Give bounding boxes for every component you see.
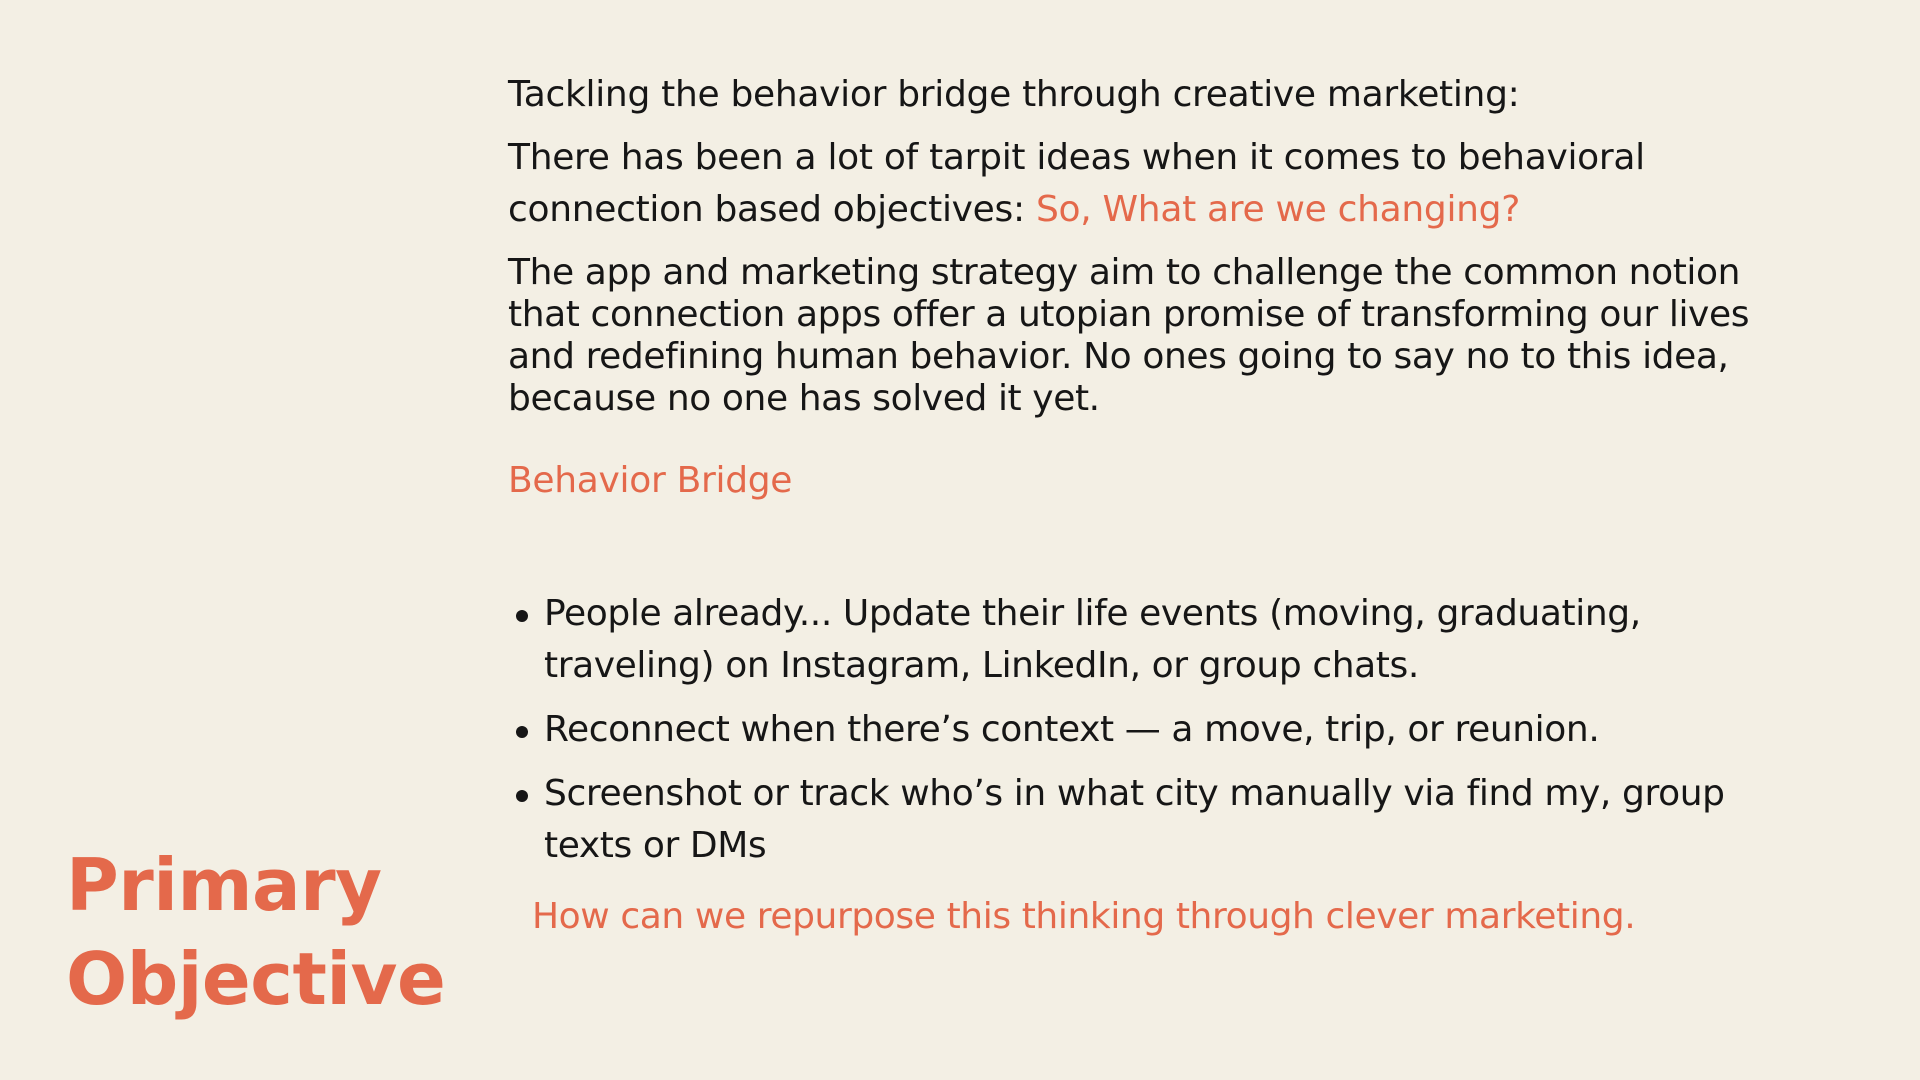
bullet-item [508,704,1814,756]
slide-content [508,70,1808,942]
slide-title [66,838,445,1026]
bullet-dot-icon [516,610,528,622]
heading: Tackling the behavior bridge through creative marketing: [508,74,1520,115]
intro-paragraph [508,132,1748,236]
title-line-2: Objective [66,937,446,1021]
bullet-text: Screenshot or track who’s in what city manually via find my, group texts or DMs [544,773,1725,866]
strategy-paragraph: The app and marketing strategy aim to challenge the common notion that connection apps offer a utopian promise of transforming our lives and redefining human behavior. No ones going to say no to this idea, because no one has solved it yet. [508,252,1750,419]
title-line-1: Primary [66,843,382,927]
bullet-item [508,768,1814,872]
bullet-list [508,588,1808,872]
intro-text: There has been a lot of tarpit ideas when it comes to behavioral connection based objectives: [508,137,1645,230]
behavior-bridge-heading: Behavior Bridge [508,460,793,501]
bullet-text: Reconnect when there’s context — a move, trip, or reunion. [544,709,1600,750]
bullet-dot-icon [516,790,528,802]
intro-highlight: So, What are we changing? [1035,189,1521,230]
bullet-dot-icon [516,726,528,738]
bullet-item [508,588,1814,692]
closing-question: How can we repurpose this thinking through clever marketing. [532,896,1636,937]
bullet-text: People already... Update their life events (moving, graduating, traveling) on Instagram, LinkedIn, or group chats. [544,593,1641,686]
